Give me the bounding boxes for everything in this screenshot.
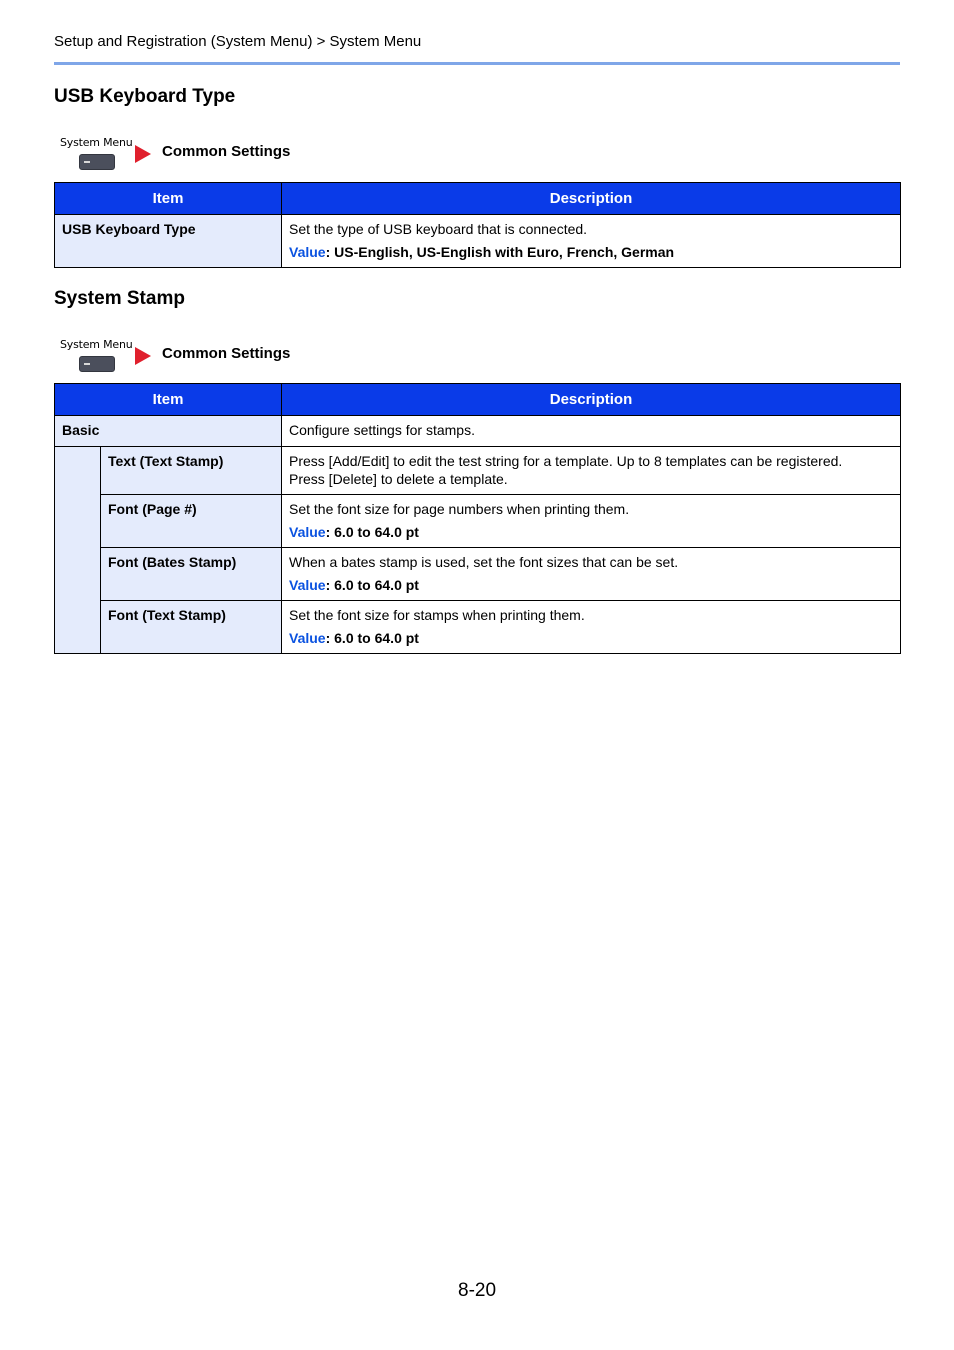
value-line bbox=[289, 243, 893, 261]
table-row bbox=[55, 548, 901, 601]
table-row bbox=[55, 495, 901, 548]
nav-destination: Common Settings bbox=[162, 143, 291, 160]
description-cell: Configure settings for stamps. bbox=[282, 416, 901, 447]
column-header-description: Description bbox=[282, 183, 901, 215]
column-header-item: Item bbox=[55, 183, 282, 215]
nav-destination: Common Settings bbox=[162, 345, 291, 362]
table-header-row bbox=[55, 183, 901, 215]
description-text: Set the type of USB keyboard that is connected. bbox=[289, 221, 588, 237]
item-cell: Text (Text Stamp) bbox=[101, 447, 282, 495]
nav-path bbox=[60, 136, 360, 172]
value-line bbox=[289, 576, 893, 594]
description-text: Set the font size for stamps when printing them. bbox=[289, 607, 585, 623]
value-label: Value bbox=[289, 630, 326, 646]
item-cell: Font (Bates Stamp) bbox=[101, 548, 282, 601]
description-line: Press [Delete] to delete a template. bbox=[289, 471, 508, 487]
description-cell bbox=[282, 495, 901, 548]
table-row bbox=[55, 601, 901, 654]
value-label: Value bbox=[289, 577, 326, 593]
system-menu-key-label: System Menu bbox=[60, 338, 133, 351]
description-cell bbox=[282, 601, 901, 654]
value-label: Value bbox=[289, 524, 326, 540]
description-text: When a bates stamp is used, set the font sizes that can be set. bbox=[289, 554, 679, 570]
indent-cell bbox=[55, 447, 101, 654]
table-row bbox=[55, 447, 901, 495]
table-header-row bbox=[55, 384, 901, 416]
value-text: : 6.0 to 64.0 pt bbox=[325, 524, 419, 540]
arrow-right-icon bbox=[135, 145, 151, 163]
section-title-usb-keyboard-type: USB Keyboard Type bbox=[54, 86, 236, 107]
header-rule bbox=[54, 62, 900, 65]
value-text: : 6.0 to 64.0 pt bbox=[325, 630, 419, 646]
description-line: Press [Add/Edit] to edit the test string for a template. Up to 8 templates can be registered. bbox=[289, 453, 843, 469]
system-menu-key-icon bbox=[79, 356, 115, 372]
item-cell: Font (Text Stamp) bbox=[101, 601, 282, 654]
system-menu-key-icon bbox=[79, 154, 115, 170]
column-header-item: Item bbox=[55, 384, 282, 416]
value-text: : US-English, US-English with Euro, French, German bbox=[325, 244, 675, 260]
column-header-description: Description bbox=[282, 384, 901, 416]
system-menu-key-label: System Menu bbox=[60, 136, 133, 149]
settings-table-usb-keyboard bbox=[54, 182, 901, 268]
value-label: Value bbox=[289, 244, 326, 260]
table-row bbox=[55, 416, 901, 447]
item-cell: Basic bbox=[55, 416, 282, 447]
description-cell bbox=[282, 548, 901, 601]
arrow-right-icon bbox=[135, 347, 151, 365]
page-number: 8-20 bbox=[458, 1280, 497, 1301]
value-text: : 6.0 to 64.0 pt bbox=[325, 577, 419, 593]
item-cell: Font (Page #) bbox=[101, 495, 282, 548]
value-line bbox=[289, 523, 893, 541]
breadcrumb: Setup and Registration (System Menu) > System Menu bbox=[54, 33, 422, 50]
settings-table-system-stamp bbox=[54, 383, 901, 654]
item-cell: USB Keyboard Type bbox=[55, 215, 282, 268]
description-cell bbox=[282, 215, 901, 268]
description-text: Set the font size for page numbers when printing them. bbox=[289, 501, 630, 517]
value-line bbox=[289, 629, 893, 647]
nav-path bbox=[60, 338, 360, 374]
table-row bbox=[55, 215, 901, 268]
section-title-system-stamp: System Stamp bbox=[54, 288, 185, 309]
description-cell bbox=[282, 447, 901, 495]
